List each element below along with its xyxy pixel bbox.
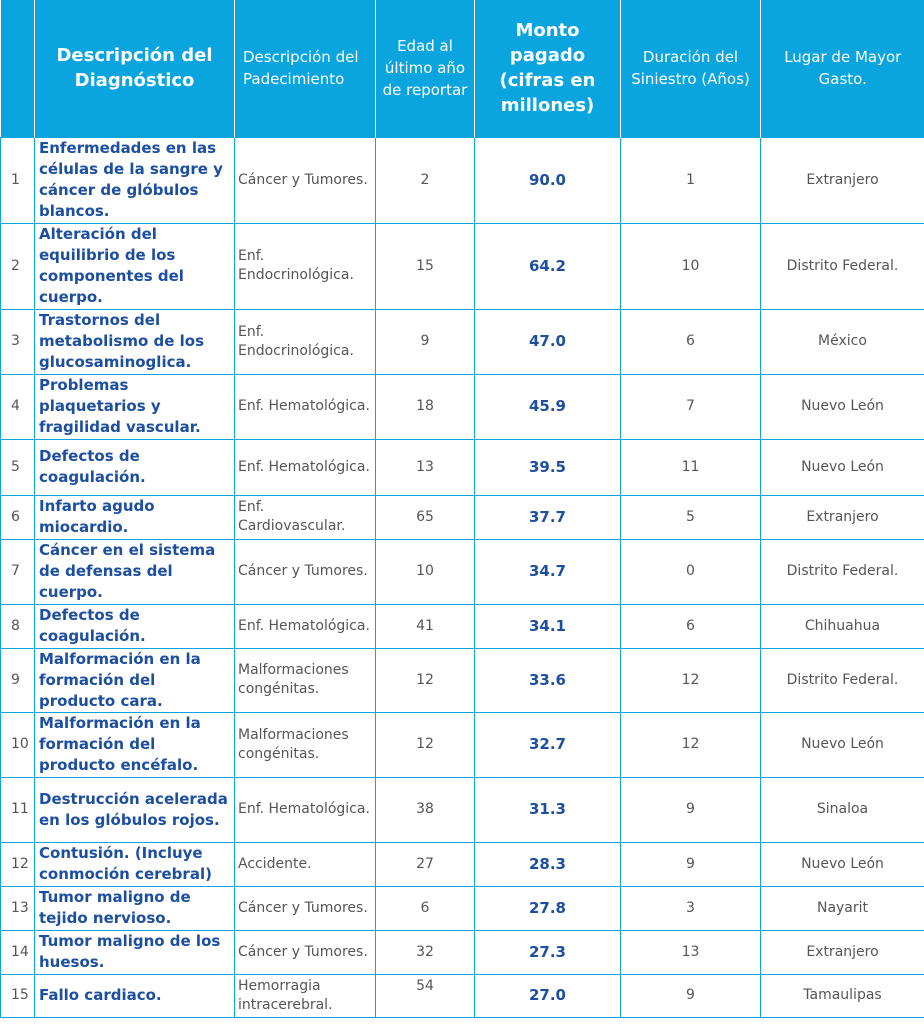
table-row — [1, 539, 924, 604]
cell-monto: 90.0 — [475, 137, 621, 223]
cell-edad: 65 — [376, 495, 475, 539]
cell-duracion: 9 — [621, 842, 761, 886]
cell-duracion: 11 — [621, 439, 761, 495]
cell-lugar: Distrito Federal. — [761, 648, 924, 712]
cell-monto: 47.0 — [475, 309, 621, 374]
cell-padecimiento: Malformaciones congénitas. — [235, 648, 376, 712]
cell-edad: 54 — [376, 974, 475, 1017]
cell-monto: 64.2 — [475, 223, 621, 309]
cell-num: 11 — [1, 777, 35, 842]
header-monto-text: Monto pagado (cifras en millones) — [499, 20, 596, 117]
header-num — [1, 0, 35, 137]
table-row — [1, 648, 924, 712]
cell-lugar: Chihuahua — [761, 604, 924, 648]
cell-padecimiento: Enf. Endocrinológica. — [235, 309, 376, 374]
cell-diagnostico: Destrucción acelerada en los glóbulos rojos. — [35, 777, 235, 842]
cell-duracion: 3 — [621, 886, 761, 930]
cell-lugar: Nuevo León — [761, 374, 924, 439]
cell-padecimiento: Cáncer y Tumores. — [235, 886, 376, 930]
cell-lugar: México — [761, 309, 924, 374]
cell-edad: 2 — [376, 137, 475, 223]
header-monto — [475, 0, 621, 137]
cell-num: 15 — [1, 974, 35, 1017]
cell-duracion: 9 — [621, 777, 761, 842]
cell-padecimiento: Enf. Hematológica. — [235, 439, 376, 495]
cell-edad: 38 — [376, 777, 475, 842]
table-row — [1, 495, 924, 539]
cell-diagnostico: Alteración del equilibrio de los componentes del cuerpo. — [35, 223, 235, 309]
header-padecimiento: Descripción del Padecimiento — [235, 0, 376, 137]
cell-num: 6 — [1, 495, 35, 539]
cell-edad: 12 — [376, 648, 475, 712]
cell-num: 14 — [1, 930, 35, 974]
cell-monto: 27.8 — [475, 886, 621, 930]
cell-num: 5 — [1, 439, 35, 495]
cell-monto: 32.7 — [475, 712, 621, 777]
cell-diagnostico: Defectos de coagulación. — [35, 439, 235, 495]
header-diagnostico: Descripción del Diagnóstico — [35, 0, 235, 137]
cell-duracion: 1 — [621, 137, 761, 223]
cell-edad: 15 — [376, 223, 475, 309]
cell-padecimiento: Malformaciones congénitas. — [235, 712, 376, 777]
cell-lugar: Sinaloa — [761, 777, 924, 842]
cell-lugar: Extranjero — [761, 930, 924, 974]
table-row — [1, 137, 924, 223]
cell-duracion: 9 — [621, 974, 761, 1017]
table-row — [1, 842, 924, 886]
cell-monto: 34.7 — [475, 539, 621, 604]
cell-padecimiento: Enf. Cardiovascular. — [235, 495, 376, 539]
cell-diagnostico: Trastornos del metabolismo de los glucosaminoglica. — [35, 309, 235, 374]
table-row — [1, 439, 924, 495]
header-edad: Edad al último año de reportar — [376, 0, 475, 137]
cell-padecimiento: Enf. Endocrinológica. — [235, 223, 376, 309]
cell-monto: 33.6 — [475, 648, 621, 712]
header-lugar: Lugar de Mayor Gasto. — [761, 0, 924, 137]
cell-duracion: 13 — [621, 930, 761, 974]
cell-edad: 13 — [376, 439, 475, 495]
cell-lugar: Nuevo León — [761, 712, 924, 777]
cell-lugar: Nayarit — [761, 886, 924, 930]
cell-diagnostico: Cáncer en el sistema de defensas del cuerpo. — [35, 539, 235, 604]
cell-lugar: Distrito Federal. — [761, 539, 924, 604]
table-row — [1, 777, 924, 842]
table-body — [1, 137, 924, 1017]
cell-diagnostico: Problemas plaquetarios y fragilidad vascular. — [35, 374, 235, 439]
cell-num: 8 — [1, 604, 35, 648]
cell-monto: 27.0 — [475, 974, 621, 1017]
cell-num: 3 — [1, 309, 35, 374]
cell-diagnostico: Defectos de coagulación. — [35, 604, 235, 648]
cell-edad: 12 — [376, 712, 475, 777]
cell-lugar: Nuevo León — [761, 439, 924, 495]
cell-diagnostico: Fallo cardiaco. — [35, 974, 235, 1017]
cell-monto: 27.3 — [475, 930, 621, 974]
cell-diagnostico: Tumor maligno de tejido nervioso. — [35, 886, 235, 930]
header-duracion: Duración del Siniestro (Años) — [621, 0, 761, 137]
cell-diagnostico: Malformación en la formación del producto encéfalo. — [35, 712, 235, 777]
cell-duracion: 5 — [621, 495, 761, 539]
table-row — [1, 374, 924, 439]
cell-padecimiento: Cáncer y Tumores. — [235, 137, 376, 223]
cell-duracion: 12 — [621, 712, 761, 777]
cell-edad: 32 — [376, 930, 475, 974]
cell-duracion: 10 — [621, 223, 761, 309]
cell-monto: 34.1 — [475, 604, 621, 648]
cell-monto: 39.5 — [475, 439, 621, 495]
cell-diagnostico: Enfermedades en las células de la sangre y cáncer de glóbulos blancos. — [35, 137, 235, 223]
cell-monto: 28.3 — [475, 842, 621, 886]
cell-monto: 31.3 — [475, 777, 621, 842]
cell-num: 7 — [1, 539, 35, 604]
table-row — [1, 604, 924, 648]
cell-duracion: 6 — [621, 604, 761, 648]
cell-num: 2 — [1, 223, 35, 309]
cell-padecimiento: Enf. Hematológica. — [235, 604, 376, 648]
cell-num: 4 — [1, 374, 35, 439]
table-row — [1, 974, 924, 1017]
cell-num: 1 — [1, 137, 35, 223]
cell-padecimiento: Cáncer y Tumores. — [235, 930, 376, 974]
cell-edad: 6 — [376, 886, 475, 930]
table-row — [1, 712, 924, 777]
cell-diagnostico: Infarto agudo miocardio. — [35, 495, 235, 539]
cell-lugar: Distrito Federal. — [761, 223, 924, 309]
cell-edad: 18 — [376, 374, 475, 439]
cell-lugar: Extranjero — [761, 495, 924, 539]
table-row — [1, 886, 924, 930]
cell-padecimiento: Accidente. — [235, 842, 376, 886]
cell-edad: 9 — [376, 309, 475, 374]
cell-padecimiento: Hemorragia intracerebral. — [235, 974, 376, 1017]
cell-diagnostico: Malformación en la formación del producto cara. — [35, 648, 235, 712]
table-row — [1, 930, 924, 974]
cell-lugar: Nuevo León — [761, 842, 924, 886]
header-row — [1, 0, 924, 137]
cell-duracion: 12 — [621, 648, 761, 712]
cell-duracion: 7 — [621, 374, 761, 439]
cell-monto: 45.9 — [475, 374, 621, 439]
cell-monto: 37.7 — [475, 495, 621, 539]
cell-num: 12 — [1, 842, 35, 886]
cell-lugar: Tamaulipas — [761, 974, 924, 1017]
cell-edad: 10 — [376, 539, 475, 604]
cell-num: 13 — [1, 886, 35, 930]
cell-edad: 41 — [376, 604, 475, 648]
cell-lugar: Extranjero — [761, 137, 924, 223]
cell-num: 10 — [1, 712, 35, 777]
table-row — [1, 223, 924, 309]
cell-edad: 27 — [376, 842, 475, 886]
cell-duracion: 6 — [621, 309, 761, 374]
cell-padecimiento: Enf. Hematológica. — [235, 777, 376, 842]
cell-padecimiento: Enf. Hematológica. — [235, 374, 376, 439]
table-row — [1, 309, 924, 374]
cell-diagnostico: Tumor maligno de los huesos. — [35, 930, 235, 974]
cell-duracion: 0 — [621, 539, 761, 604]
cell-diagnostico: Contusión. (Incluye conmoción cerebral) — [35, 842, 235, 886]
cell-padecimiento: Cáncer y Tumores. — [235, 539, 376, 604]
cell-num: 9 — [1, 648, 35, 712]
